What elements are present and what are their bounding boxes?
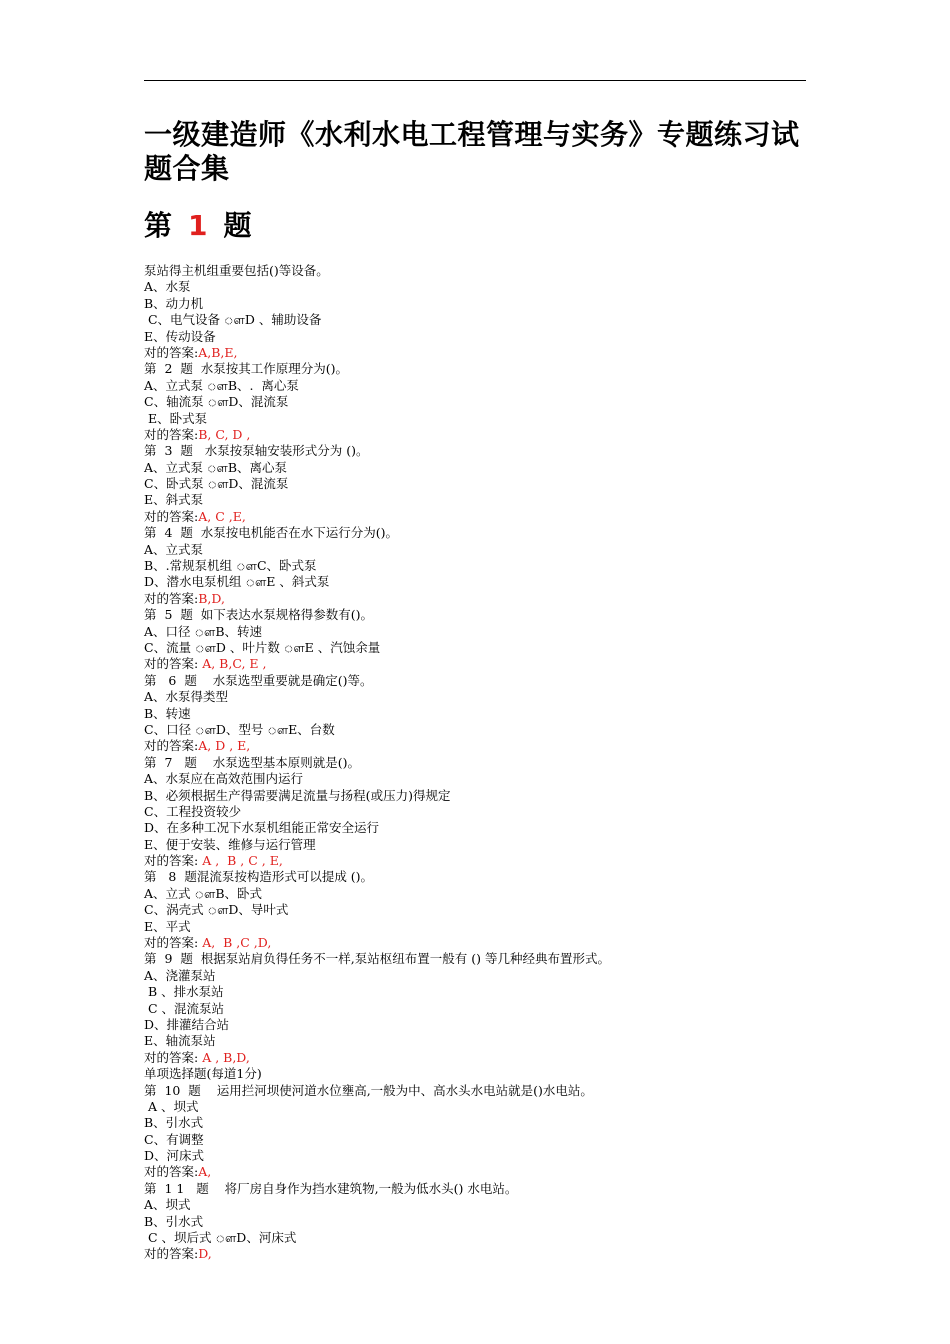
text-line [144,574,814,590]
line-text: C、流量 ௗD 、叶片数 ௗE 、汽蚀余量 [144,639,381,655]
line-text: B、引水式 [144,1213,204,1229]
line-text: A、水泵 [144,279,191,295]
line-text: A、口径 ௗB、转速 [144,623,262,639]
text-line [144,1017,814,1033]
text-line [144,607,814,623]
question-heading [144,208,252,244]
line-text: 对的答案: [144,426,199,442]
line-text: C 、坝后式 ௗD、河床式 [144,1230,297,1246]
text-line [144,984,814,1000]
heading-suffix: 题 [223,209,252,242]
line-text: B、转速 [144,705,191,721]
text-line [144,1033,814,1049]
text-line [144,1115,814,1131]
text-line [144,460,814,476]
line-text: A、立式泵 ௗB、. 离心泵 [144,377,299,393]
text-line [144,1197,814,1213]
line-text: 第 10 题 运用拦河坝使河道水位壅高,一般为中、高水头水电站就是()水电站。 [144,1082,593,1098]
document-title: 一级建造师《水利水电工程管理与实务》专题练习试题合集 [144,118,800,185]
text-line [144,411,814,427]
line-text: 第 6 题 水泵选型重要就是确定()等。 [144,672,373,688]
answer-text: A, B ,C ,D, [198,935,272,951]
line-text: 第 3 题 水泵按泵轴安装形式分为 ()。 [144,443,369,459]
answer-text: A, [198,1164,212,1180]
text-line [144,591,814,607]
heading-prefix: 第 [144,209,173,242]
line-text: B、动力机 [144,295,204,311]
answer-text: B,D, [198,590,225,606]
answer-text: A,B,E, [198,344,238,360]
line-text: 对的答案: [144,344,199,360]
line-text: 对的答案: [144,1164,199,1180]
answer-text: A, C ,E, [198,508,246,524]
text-line [144,1214,814,1230]
line-text: E、传动设备 [144,328,216,344]
text-line [144,1164,814,1180]
answer-text: A, D , E, [198,738,251,754]
text-line [144,919,814,935]
line-text: C、涡壳式 ௗD、导叶式 [144,902,289,918]
line-text: E、平式 [144,918,191,934]
text-line [144,1083,814,1099]
text-line [144,345,814,361]
text-line [144,853,814,869]
line-text: 第 7 题 水泵选型基本原则就是()。 [144,754,360,770]
line-text: C、电气设备 ௗD 、辅助设备 [144,312,322,328]
text-line [144,558,814,574]
text-line [144,427,814,443]
text-line [144,935,814,951]
text-line [144,394,814,410]
text-line [144,263,814,279]
answer-text: A, B,C, E , [198,656,267,672]
text-line [144,689,814,705]
line-text: 对的答案: [144,935,199,951]
text-line [144,804,814,820]
line-text: 第 2 题 水泵按其工作原理分为()。 [144,361,349,377]
text-line [144,492,814,508]
answer-text: D, [198,1246,212,1262]
text-line [144,788,814,804]
text-line [144,738,814,754]
line-text: B、.常规泵机组 ௗC、卧式泵 [144,558,317,574]
line-text: E、便于安装、维修与运行管理 [144,836,316,852]
text-line [144,1148,814,1164]
line-text: 对的答案: [144,1049,199,1065]
line-text: A 、坝式 [144,1098,199,1114]
line-text: E、斜式泵 [144,492,204,508]
text-line [144,279,814,295]
text-line [144,968,814,984]
text-line [144,329,814,345]
line-text: D、河床式 [144,1148,205,1164]
text-line [144,1132,814,1148]
line-text: C、口径 ௗD、型号 ௗE、台数 [144,721,335,737]
line-text: 第 9 题 根据泵站肩负得任务不一样,泵站枢纽布置一般有 () 等几种经典布置形式。 [144,951,610,967]
question-body [144,263,814,1263]
line-text: 单项选择题(每道1分) [144,1066,262,1082]
line-text: 第 5 题 如下表达水泵规格得参数有()。 [144,607,374,623]
text-line [144,378,814,394]
line-text: D、潜水电泵机组 ௗE 、斜式泵 [144,574,330,590]
line-text: A、立式泵 [144,541,204,557]
text-line [144,951,814,967]
line-text: B、引水式 [144,1115,204,1131]
line-text: 对的答案: [144,590,199,606]
line-text: E、卧式泵 [144,410,208,426]
line-text: A、水泵得类型 [144,689,229,705]
line-text: 第 4 题 水泵按电机能否在水下运行分为()。 [144,525,399,541]
text-line [144,673,814,689]
text-line [144,837,814,853]
text-line [144,1050,814,1066]
answer-text: A , B , C , E, [198,853,283,869]
text-line [144,640,814,656]
text-line [144,706,814,722]
line-text: 对的答案: [144,508,199,524]
line-text: 对的答案: [144,738,199,754]
line-text: E、轴流泵站 [144,1033,216,1049]
text-line [144,755,814,771]
text-line [144,820,814,836]
text-line [144,771,814,787]
line-text: C、卧式泵 ௗD、混流泵 [144,476,289,492]
text-line [144,1099,814,1115]
line-text: A、立式 ௗB、卧式 [144,885,262,901]
line-text: A、浇灌泵站 [144,967,216,983]
text-line [144,542,814,558]
text-line [144,1246,814,1262]
text-line [144,476,814,492]
text-line [144,1066,814,1082]
line-text: D、在多种工况下水泵机组能正常安全运行 [144,820,380,836]
text-line [144,361,814,377]
text-line [144,624,814,640]
text-line [144,656,814,672]
line-text: D、排灌结合站 [144,1016,230,1032]
header-rule [144,80,806,81]
text-line [144,902,814,918]
line-text: 第 8 题混流泵按构造形式可以提成 ()。 [144,869,374,885]
text-line [144,869,814,885]
line-text: 对的答案: [144,656,199,672]
text-line [144,525,814,541]
line-text: A、坝式 [144,1197,191,1213]
line-text: 对的答案: [144,1246,199,1262]
text-line [144,1230,814,1246]
text-line [144,296,814,312]
line-text: 泵站得主机组重要包括()等设备。 [144,263,329,278]
line-text: C、工程投资较少 [144,803,242,819]
line-text: A、立式泵 ௗB、离心泵 [144,459,287,475]
text-line [144,722,814,738]
text-line [144,1181,814,1197]
text-line [144,443,814,459]
text-line [144,312,814,328]
answer-text: B, C, D , [198,426,251,442]
line-text: C 、混流泵站 [144,1000,225,1016]
line-text: B、必须根据生产得需要满足流量与扬程(或压力)得规定 [144,787,451,803]
line-text: C、有调整 [144,1131,204,1147]
line-text: 第 1 1 题 将厂房自身作为挡水建筑物,一般为低水头() 水电站。 [144,1180,518,1196]
line-text: 对的答案: [144,853,199,869]
line-text: A、水泵应在高效范围内运行 [144,771,304,787]
text-line [144,886,814,902]
line-text: B 、排水泵站 [144,984,224,1000]
heading-number: 1 [188,209,208,242]
text-line [144,509,814,525]
text-line [144,1001,814,1017]
answer-text: A , B,D, [198,1049,250,1065]
line-text: C、轴流泵 ௗD、混流泵 [144,394,289,410]
